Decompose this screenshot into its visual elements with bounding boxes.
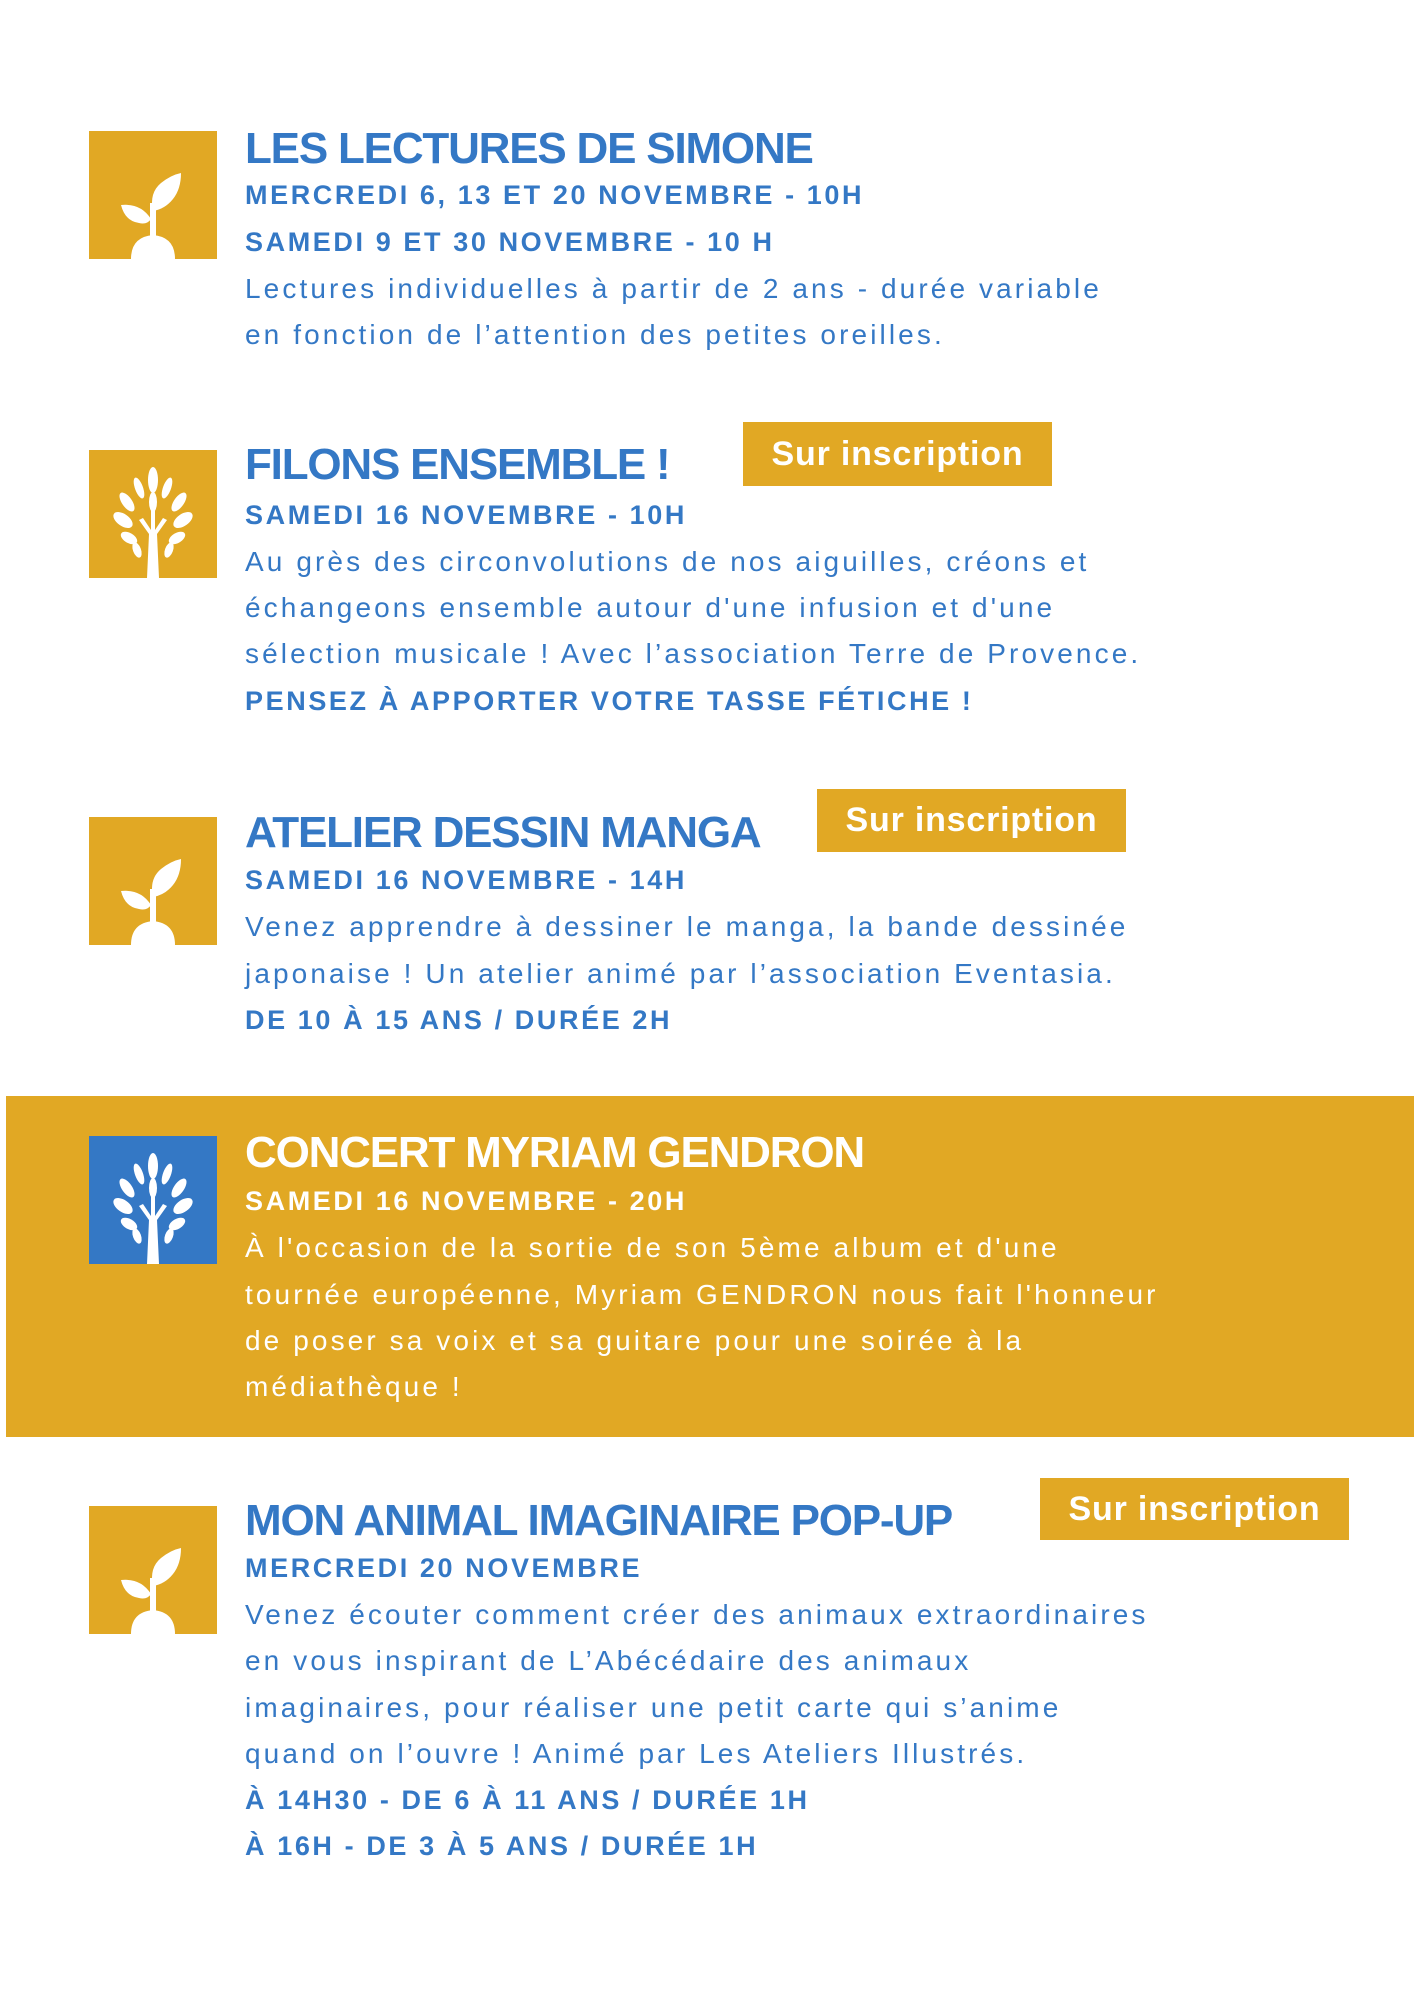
event-description: sélection musicale ! Avec l’association Terre de Provence. bbox=[245, 638, 1142, 669]
event-description: Lectures individuelles à partir de 2 ans - durée variable bbox=[245, 273, 1102, 304]
event-description: tournée européenne, Myriam GENDRON nous fait l'honneur bbox=[245, 1279, 1159, 1310]
event-description: en fonction de l’attention des petites oreilles. bbox=[245, 319, 945, 350]
event-date: MERCREDI 20 NOVEMBRE bbox=[245, 1553, 643, 1583]
event-title: CONCERT MYRIAM GENDRON bbox=[245, 1128, 864, 1177]
event-description: Au grès des circonvolutions de nos aiguilles, créons et bbox=[245, 546, 1090, 577]
event-title: FILONS ENSEMBLE ! bbox=[245, 440, 670, 489]
event-description: médiathèque ! bbox=[245, 1371, 463, 1402]
event-description: en vous inspirant de L’Abécédaire des animaux bbox=[245, 1645, 972, 1676]
event-description: quand on l’ouvre ! Animé par Les Ateliers Illustrés. bbox=[245, 1738, 1028, 1769]
event-date: SAMEDI 16 NOVEMBRE - 14H bbox=[245, 865, 687, 895]
event-date: SAMEDI 16 NOVEMBRE - 10H bbox=[245, 500, 687, 530]
event-title: LES LECTURES DE SIMONE bbox=[245, 124, 813, 173]
event-description: japonaise ! Un atelier animé par l’association Eventasia. bbox=[245, 958, 1116, 989]
event-date: SAMEDI 9 ET 30 NOVEMBRE - 10 H bbox=[245, 227, 775, 257]
event-title: MON ANIMAL IMAGINAIRE POP-UP bbox=[245, 1496, 953, 1545]
sprout-icon bbox=[89, 817, 217, 945]
event-note: PENSEZ À APPORTER VOTRE TASSE FÉTICHE ! bbox=[245, 686, 974, 716]
sprout-icon bbox=[89, 1506, 217, 1634]
event-description: imaginaires, pour réaliser une petit carte qui s’anime bbox=[245, 1692, 1062, 1723]
tree-icon bbox=[89, 1136, 217, 1264]
event-note: À 16H - DE 3 À 5 ANS / DURÉE 1H bbox=[245, 1831, 759, 1861]
tree-icon bbox=[89, 450, 217, 578]
registration-badge: Sur inscription bbox=[1040, 1478, 1349, 1540]
sprout-icon bbox=[89, 131, 217, 259]
event-note: À 14H30 - DE 6 À 11 ANS / DURÉE 1H bbox=[245, 1785, 810, 1815]
registration-badge: Sur inscription bbox=[743, 422, 1052, 486]
event-description: Venez apprendre à dessiner le manga, la bande dessinée bbox=[245, 911, 1129, 942]
event-date: SAMEDI 16 NOVEMBRE - 20H bbox=[245, 1186, 687, 1216]
event-description: À l'occasion de la sortie de son 5ème album et d'une bbox=[245, 1232, 1060, 1263]
registration-badge: Sur inscription bbox=[817, 789, 1126, 852]
event-date: MERCREDI 6, 13 ET 20 NOVEMBRE - 10H bbox=[245, 180, 865, 210]
event-description: échangeons ensemble autour d'une infusion et d'une bbox=[245, 592, 1056, 623]
event-description: Venez écouter comment créer des animaux extraordinaires bbox=[245, 1599, 1149, 1630]
event-note: DE 10 À 15 ANS / DURÉE 2H bbox=[245, 1005, 673, 1035]
event-description: de poser sa voix et sa guitare pour une soirée à la bbox=[245, 1325, 1025, 1356]
event-title: ATELIER DESSIN MANGA bbox=[245, 808, 761, 857]
